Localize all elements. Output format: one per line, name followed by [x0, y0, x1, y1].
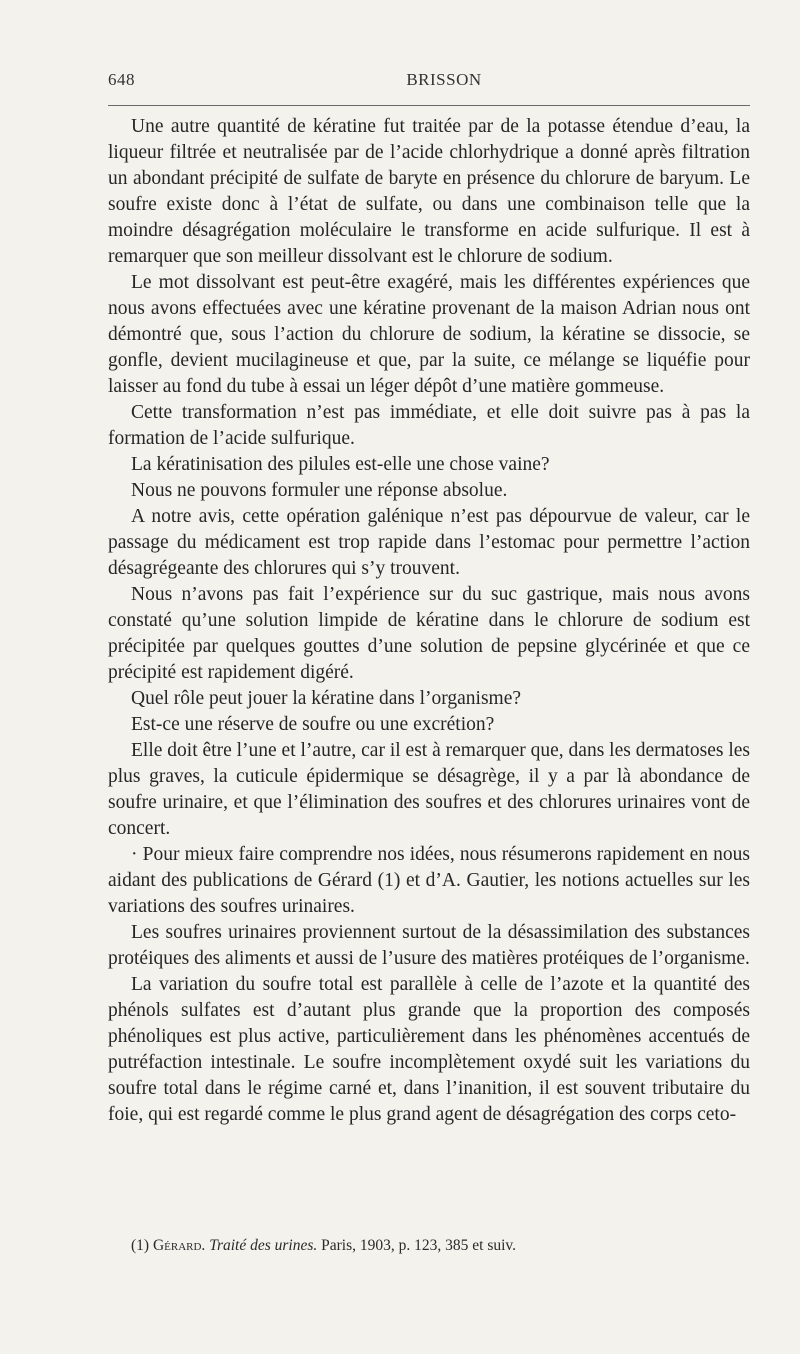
- paragraph: Elle doit être l’une et l’autre, car il est à remarquer que, dans les dermatoses les plus graves, la cuticule épidermique se désagrège, il y a par là abondance de soufre urinaire, et que l’élimination des soufres et des chlorures urinaires vont de concert.: [108, 740, 750, 839]
- header-rule: [108, 105, 750, 106]
- footnote: [131, 1236, 516, 1256]
- paragraph: Quel rôle peut jouer la kératine dans l’organisme?: [131, 688, 522, 709]
- paragraph: · Pour mieux faire comprendre nos idées, nous résumerons rapidement en nous aidant des publications de Gérard (1) et d’A. Gautier, les notions actuelles sur les variations des soufres urinaires.: [108, 844, 750, 917]
- page-header: [108, 70, 750, 96]
- footnote-title: Traité des urines.: [209, 1237, 318, 1254]
- paragraph: Est-ce une réserve de soufre ou une excrétion?: [131, 714, 495, 735]
- footnote-author: Gérard.: [152, 1237, 206, 1254]
- paragraph: A notre avis, cette opération galénique n’est pas dépourvue de valeur, car le passage du médicament est trop rapide dans l’estomac pour permettre l’action désagrégeante des chlorures qui s’y trouvent.: [108, 506, 750, 579]
- paragraph: Les soufres urinaires proviennent surtout de la désassimilation des substances protéiques des aliments et aussi de l’usure des matières protéiques de l’organisme.: [108, 922, 750, 969]
- paragraph: La variation du soufre total est parallèle à celle de l’azote et la quantité des phénols sulfates est d’autant plus grande que la proportion des composés phénoliques est plus active, particulièrement dans les phénomènes accentués de putréfaction intestinale. Le soufre incomplètement oxydé suit les variations du soufre total dans le régime carné et, dans l’inanition, il est souvent tributaire du foie, qui est regardé comme le plus grand agent de désagrégation des corps ceto-: [108, 974, 750, 1125]
- paragraph: Cette transformation n’est pas immédiate, et elle doit suivre pas à pas la formation de l’acide sulfurique.: [108, 402, 750, 449]
- running-head: BRISSON: [406, 70, 482, 89]
- page-number: 648: [108, 70, 135, 89]
- paragraph: La kératinisation des pilules est-elle une chose vaine?: [131, 454, 550, 475]
- paragraph: Le mot dissolvant est peut-être exagéré, mais les différentes expériences que nous avons effectuées avec une kératine provenant de la maison Adrian nous ont démontré que, sous l’action du chlorure de sodium, la kératine se dissocie, se gonfle, devient mucilagineuse et que, par la suite, ce mélange se liquéfie pour laisser au fond du tube à essai un léger dépôt d’une matière gommeuse.: [108, 272, 750, 397]
- paragraph: Nous n’avons pas fait l’expérience sur du suc gastrique, mais nous avons constaté qu’une solution limpide de kératine dans le chlorure de sodium est précipitée par quelques gouttes d’une solution de pepsine glycérinée et que ce précipité est rapidement digéré.: [108, 584, 750, 683]
- paragraph: Une autre quantité de kératine fut traitée par de la potasse étendue d’eau, la liqueur filtrée et neutralisée par de l’acide chlorhydrique a donné après filtration un abondant précipité de sulfate de baryte en présence du chlorure de baryum. Le soufre existe donc à l’état de sulfate, ou dans une combinaison telle que la moindre désagrégation moléculaire le transforme en acide sulfurique. Il est à remarquer que son meilleur dissolvant est le chlorure de sodium.: [108, 116, 750, 267]
- footnote-marker: (1): [131, 1237, 150, 1254]
- footnote-details: Paris, 1903, p. 123, 385 et suiv.: [321, 1237, 517, 1254]
- body-text: [108, 114, 750, 1128]
- paragraph: Nous ne pouvons formuler une réponse absolue.: [131, 480, 508, 501]
